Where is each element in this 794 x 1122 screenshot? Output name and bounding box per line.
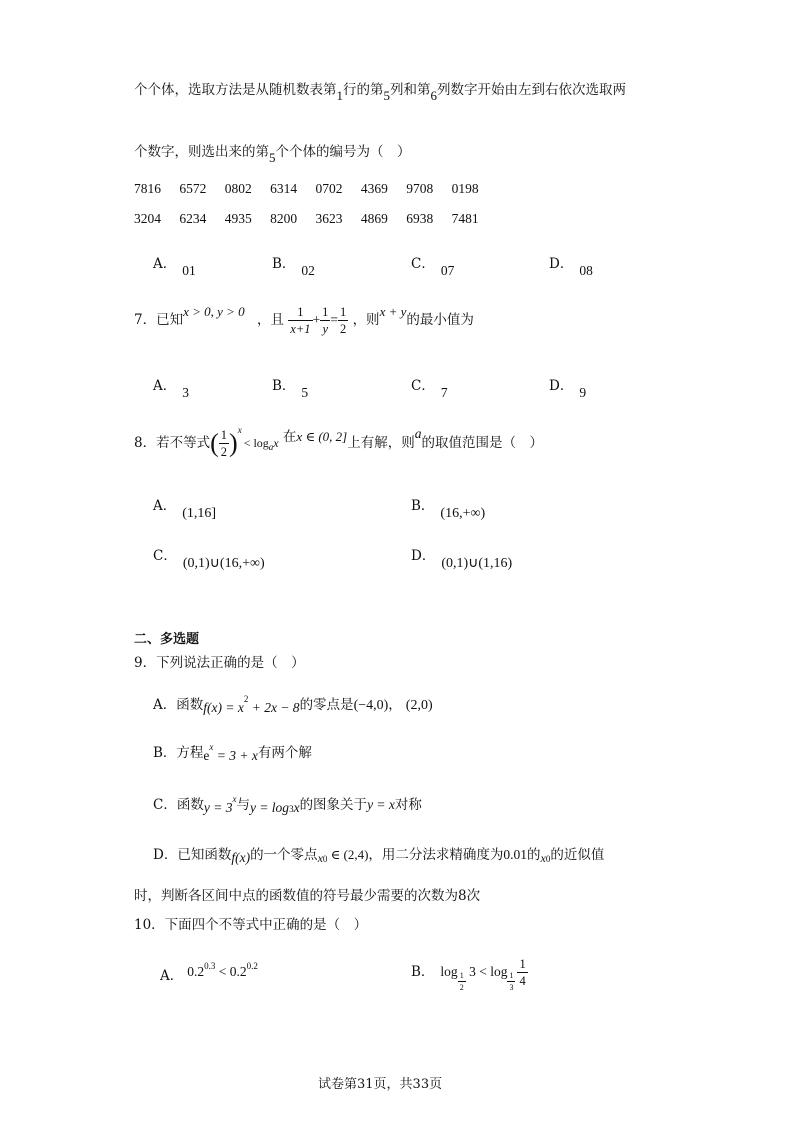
log-argument: x (273, 436, 279, 450)
log-argument: 3 < (465, 964, 491, 979)
q9-option-c[interactable] (153, 793, 422, 814)
page-footer: 试卷第31页，共33页 (318, 1077, 443, 1092)
subscript: 0 (545, 854, 551, 864)
q8-text: 在 (282, 429, 297, 445)
denominator: 2 (220, 444, 228, 459)
q6-text: 列和第 (390, 82, 431, 98)
q9-option-b[interactable] (153, 741, 312, 761)
q7-option-b[interactable] (272, 374, 309, 400)
option-text: 有两个解 (257, 745, 312, 761)
option-text: 的近似值 (550, 847, 605, 863)
option-value: (0,1)∪(1,16) (441, 556, 513, 571)
exponent: 0.2 (246, 961, 258, 971)
interval: ∈ (2,4) (327, 847, 369, 862)
option-letter: C． (411, 256, 435, 272)
fraction (320, 306, 330, 335)
base: 0.2 (229, 964, 247, 979)
exponent: 2 (243, 694, 249, 704)
symmetry-line: y = x (367, 797, 395, 812)
log-base: a (268, 442, 274, 452)
q7-text: ，且 (256, 312, 284, 328)
q6-text: 个数字，则选出来的第 (134, 144, 269, 160)
option-letter: D． (411, 548, 436, 564)
subscript: 0 (322, 854, 328, 864)
option-letter: A． (153, 378, 177, 394)
q6-option-d[interactable] (549, 252, 593, 278)
function-expression: + 2x − 8 (248, 700, 300, 715)
log-base-fraction (507, 972, 515, 992)
numerator: 1 (519, 957, 526, 971)
q6-option-a[interactable] (153, 252, 196, 278)
equals-sign: = (330, 312, 339, 327)
option-letter: D． (549, 378, 574, 394)
option-value: 01 (182, 263, 196, 278)
fraction (338, 306, 348, 335)
right-paren: ) (229, 428, 238, 458)
q8-stem (134, 425, 543, 459)
denominator: 2 (340, 321, 347, 336)
option-value: (0,1)∪(16,+∞) (182, 556, 265, 571)
option-value: (16,+∞) (440, 506, 486, 521)
q6-line2 (134, 140, 411, 165)
q10-option-a[interactable] (160, 960, 258, 984)
option-text: 对称 (394, 797, 422, 813)
q7-text: ，则 (352, 312, 380, 328)
zero-point: (2,0) (405, 698, 433, 713)
zero-variable: x (540, 851, 546, 865)
q8-text: 的取值范围是（ ） (421, 435, 543, 451)
q8-option-a[interactable] (153, 498, 216, 519)
option-letter: B． (411, 964, 435, 980)
option-value: (1,16] (182, 506, 217, 521)
function-name: f(x) (231, 850, 251, 865)
option-text: 的图象关于 (299, 797, 368, 813)
fraction (219, 429, 229, 458)
exponent: 0.3 (204, 961, 216, 971)
q6-col-number: 6 (430, 88, 437, 103)
option-text: 的 (527, 847, 541, 863)
option-letter: C． (411, 378, 435, 394)
q6-text: 行的第 (343, 82, 384, 98)
q9-option-d-line2: 时，判断各区间中点的函数值的符号最少需要的次数为8次 (134, 888, 481, 904)
numerator: 1 (509, 971, 514, 980)
option-text: 与 (236, 797, 250, 813)
q7-option-a[interactable] (153, 374, 189, 400)
q6-option-b[interactable] (272, 252, 315, 278)
option-letter: A． (153, 256, 177, 272)
plus-sign: + (312, 312, 321, 327)
option-text: 的一个零点 (250, 847, 318, 863)
q7-option-d[interactable] (549, 374, 587, 400)
option-text: B．方程 (153, 745, 204, 761)
zero-point: (−4,0) (353, 698, 389, 713)
q6-line1 (134, 78, 626, 103)
q7-number: 7．已知 (134, 312, 184, 328)
option-text: A．函数 (153, 697, 204, 713)
less-than: < (215, 964, 230, 979)
q9-stem: 9．下列说法正确的是（ ） (134, 655, 305, 671)
q6-index-number: 5 (269, 150, 276, 165)
option-letter: B． (272, 378, 296, 394)
q8-variable: a (414, 426, 422, 441)
log: log (440, 964, 458, 979)
numerator: 1 (322, 305, 329, 319)
option-value: 3 (182, 385, 189, 400)
option-value: 02 (301, 263, 315, 278)
denominator: y (322, 321, 329, 336)
option-text: ， (388, 697, 402, 713)
function-expression: y = log (249, 800, 290, 815)
euler-e: e (203, 748, 210, 763)
denominator: 2 (459, 983, 464, 992)
q10-option-b[interactable] (411, 958, 528, 992)
equation: = 3 + x (213, 748, 258, 763)
exponent: x (209, 742, 214, 752)
option-text: ，用二分法求精确度为 (368, 847, 504, 863)
option-text: 的零点是 (299, 697, 354, 713)
numerator: 1 (340, 305, 347, 319)
denominator: 4 (519, 973, 526, 988)
random-table-row-2: 3204 6234 4935 8200 3623 4869 6938 7481 (134, 211, 479, 226)
q7-stem (134, 306, 474, 335)
q8-domain: x ∈ (0, 2] (296, 429, 348, 444)
function-expression: f(x) = x (203, 700, 244, 715)
base: 0.2 (187, 964, 205, 979)
option-text: C．函数 (153, 797, 204, 813)
option-letter: C． (153, 548, 177, 564)
option-value: 9 (579, 385, 587, 400)
option-text: D．已知函数 (153, 847, 232, 863)
q6-text: 个个体的编号为（ ） (275, 144, 411, 160)
zero-variable: x (317, 851, 323, 865)
q7-option-c[interactable] (411, 374, 448, 400)
q6-text: 列数字开始由左到右依次选取两 (437, 82, 626, 98)
function-expression: y = 3 (203, 800, 233, 815)
fraction (517, 958, 527, 987)
left-paren: ( (210, 428, 219, 458)
q6-text: 个个体，选取方法是从随机数表第 (134, 82, 337, 98)
q7-condition: x > 0, y > 0 (183, 304, 245, 319)
q9-option-d[interactable] (153, 843, 604, 864)
section-heading: 二、多选题 (134, 632, 200, 647)
log: log (490, 964, 508, 979)
q8-option-d[interactable] (411, 548, 512, 569)
option-letter: B． (411, 498, 435, 514)
log-base-fraction (458, 972, 466, 992)
q8-text: 上有解，则 (347, 435, 415, 451)
exponent: x (237, 425, 242, 435)
q8-option-b[interactable] (411, 498, 485, 519)
q10-stem: 10．下面四个不等式中正确的是（ ） (134, 917, 368, 933)
option-letter: B． (272, 256, 296, 272)
q7-text: 的最小值为 (406, 312, 474, 328)
q8-option-c[interactable] (153, 548, 265, 569)
option-letter: D． (549, 256, 574, 272)
fraction (288, 306, 312, 335)
option-letter: A． (153, 498, 177, 514)
q9-option-a[interactable] (153, 693, 433, 714)
denominator: x+1 (290, 321, 311, 336)
option-value: 7 (440, 385, 448, 400)
log-base: 3 (289, 804, 294, 814)
numerator: 1 (288, 306, 312, 321)
q6-col-number: 5 (383, 88, 390, 103)
option-value: 08 (579, 263, 593, 278)
denominator: 3 (509, 983, 514, 992)
random-table-row-1: 7816 6572 0802 6314 0702 4369 9708 0198 (134, 181, 479, 196)
numerator: 1 (459, 971, 464, 980)
exponent: x (232, 794, 237, 804)
q8-number: 8．若不等式 (134, 435, 211, 451)
precision-value: 0.01 (503, 847, 528, 862)
less-than-log: < log (243, 436, 269, 450)
option-letter: A． (160, 968, 184, 984)
q6-option-c[interactable] (411, 252, 455, 278)
q7-expression: x + y (379, 304, 407, 319)
option-value: 5 (301, 385, 309, 400)
log-argument: x (293, 800, 300, 815)
numerator: 1 (220, 428, 228, 442)
q6-row-number: 1 (336, 88, 343, 103)
option-value: 07 (440, 263, 455, 278)
